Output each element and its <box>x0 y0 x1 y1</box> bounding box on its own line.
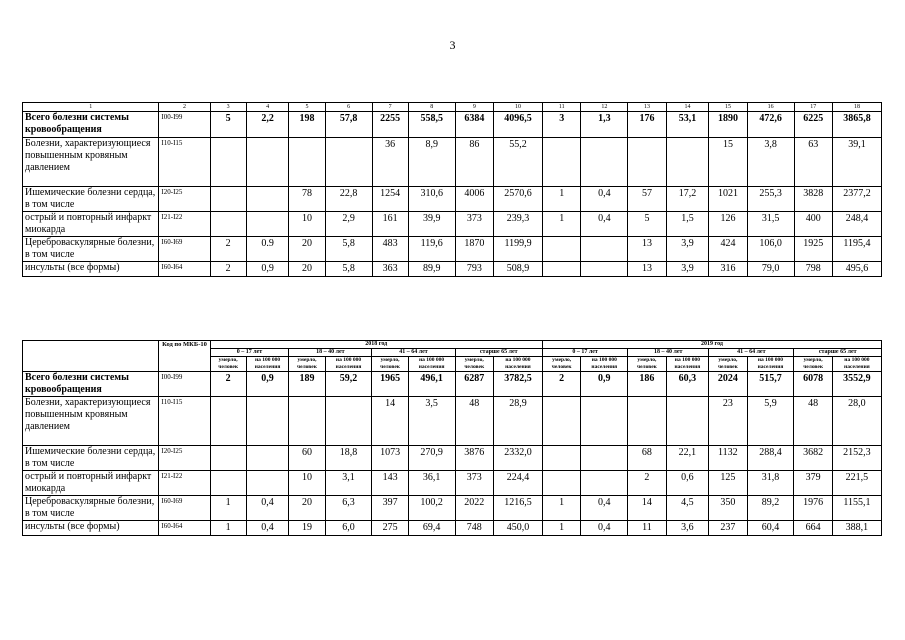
table-cell: 68 <box>628 446 666 471</box>
table-row <box>23 112 882 138</box>
table-cell: 400 <box>794 212 832 237</box>
table-cell: 237 <box>709 521 747 536</box>
sub-header: на 100 000 населения <box>246 357 289 372</box>
column-number: 12 <box>581 103 628 112</box>
table-cell <box>666 138 709 187</box>
table-cell: 1965 <box>372 372 408 397</box>
table-cell: 1890 <box>709 112 747 138</box>
table-cell: 28,0 <box>832 397 881 446</box>
row-label: острый и повторный инфаркт миокарда <box>23 212 159 237</box>
table-cell: 239,3 <box>494 212 543 237</box>
row-label: Болезни, характеризующиеся повышенным кровяным давлением <box>23 397 159 446</box>
table-cell: 3,9 <box>666 262 709 277</box>
icd-code: I60-I69 <box>159 237 210 262</box>
table-cell: 2332,0 <box>493 446 542 471</box>
table-cell: 0,9 <box>246 262 289 277</box>
table-row <box>23 471 882 496</box>
table-cell <box>542 397 580 446</box>
table-cell: 39,1 <box>832 138 881 187</box>
table-cell: 3782,5 <box>493 372 542 397</box>
sub-header: на 100 000 населения <box>325 357 372 372</box>
table-cell: 28,9 <box>493 397 542 446</box>
table-cell: 275 <box>372 521 408 536</box>
table-cell: 19 <box>289 521 325 536</box>
table-cell: 119,6 <box>408 237 455 262</box>
table-cell: 39,9 <box>408 212 455 237</box>
table-cell <box>581 471 628 496</box>
table-cell <box>246 187 289 212</box>
table-cell: 189 <box>289 372 325 397</box>
column-number: 18 <box>832 103 881 112</box>
table-cell <box>246 212 289 237</box>
table-cell: 2,9 <box>325 212 372 237</box>
table-cell: 100,2 <box>408 496 455 521</box>
sub-header: умерло, человек <box>794 357 832 372</box>
table-cell: 664 <box>794 521 832 536</box>
row-label: Всего болезни системы кровообращения <box>23 372 159 397</box>
icd-code: I60-I69 <box>159 496 210 521</box>
column-number: 14 <box>666 103 709 112</box>
table-cell <box>543 262 581 277</box>
table-cell: 363 <box>372 262 408 277</box>
table-cell: 143 <box>372 471 408 496</box>
table-cell <box>210 397 246 446</box>
table-cell: 6,0 <box>325 521 372 536</box>
table-cell: 89,2 <box>747 496 794 521</box>
table-cell: 1199,9 <box>494 237 543 262</box>
table-cell: 1195,4 <box>832 237 881 262</box>
icd-code: I00-I99 <box>159 112 210 138</box>
table-cell: 316 <box>709 262 747 277</box>
row-label: Болезни, характеризующиеся повышенным кровяным давлением <box>23 138 159 187</box>
column-number: 2 <box>159 103 210 112</box>
row-label: Ишемические болезни сердца, в том числе <box>23 187 159 212</box>
table-cell: 125 <box>709 471 747 496</box>
table-cell: 3,8 <box>747 138 794 187</box>
table-row <box>23 138 882 187</box>
column-number: 4 <box>246 103 289 112</box>
table-cell: 3,1 <box>325 471 372 496</box>
table-cell: 310,6 <box>408 187 455 212</box>
table-cell <box>246 446 289 471</box>
age-group-header: 0 – 17 лет <box>210 349 289 357</box>
code-header: Код по МКБ-10 <box>159 341 210 372</box>
table-cell: 60,3 <box>666 372 709 397</box>
table-cell: 0,4 <box>246 496 289 521</box>
sub-header: на 100 000 населения <box>581 357 628 372</box>
table-cell: 1925 <box>794 237 832 262</box>
table-cell: 0,4 <box>246 521 289 536</box>
table-cell: 2 <box>210 237 246 262</box>
column-number: 3 <box>210 103 246 112</box>
table-cell: 472,6 <box>747 112 794 138</box>
table-cell: 2 <box>542 372 580 397</box>
table-cell: 1,5 <box>666 212 709 237</box>
table-cell: 13 <box>628 262 666 277</box>
table-cell: 0,9 <box>581 372 628 397</box>
table-cell <box>210 187 246 212</box>
table-cell: 495,6 <box>832 262 881 277</box>
table-cell <box>246 397 289 446</box>
table-cell: 793 <box>455 262 493 277</box>
table-cell: 2 <box>210 372 246 397</box>
page-number: 3 <box>449 38 456 52</box>
table-cell: 176 <box>628 112 666 138</box>
table-cell: 2570,6 <box>494 187 543 212</box>
sub-header: на 100 000 населения <box>666 357 709 372</box>
sub-header: умерло, человек <box>709 357 747 372</box>
table-cell: 373 <box>455 471 493 496</box>
table-cell <box>325 397 372 446</box>
column-number: 13 <box>628 103 666 112</box>
table-cell: 496,1 <box>408 372 455 397</box>
table-cell: 186 <box>628 372 666 397</box>
column-number: 8 <box>408 103 455 112</box>
table-cell: 6384 <box>455 112 493 138</box>
table-cell: 0,9 <box>246 372 289 397</box>
table-cell: 20 <box>289 262 325 277</box>
year-header: 2019 год <box>542 341 881 349</box>
sub-header: на 100 000 населения <box>408 357 455 372</box>
age-group-header: 18 – 40 лет <box>628 349 709 357</box>
table-cell: 4096,5 <box>494 112 543 138</box>
table-cell: 3,9 <box>666 237 709 262</box>
sub-header: на 100 000 населения <box>832 357 881 372</box>
table-cell: 22,1 <box>666 446 709 471</box>
table-cell: 48 <box>455 397 493 446</box>
table-cell: 221,5 <box>832 471 881 496</box>
icd-code: I00-I99 <box>159 372 210 397</box>
table-cell: 3682 <box>794 446 832 471</box>
table-cell: 1 <box>543 187 581 212</box>
table-row <box>23 372 882 397</box>
icd-code: I60-I64 <box>159 521 210 536</box>
table-cell: 2,2 <box>246 112 289 138</box>
column-number-row <box>23 103 882 112</box>
table-cell: 373 <box>455 212 493 237</box>
table-cell: 89,9 <box>408 262 455 277</box>
table-cell: 14 <box>628 496 666 521</box>
table-cell: 270,9 <box>408 446 455 471</box>
age-group-header: 41 – 64 лет <box>709 349 794 357</box>
table-cell <box>543 138 581 187</box>
table-cell: 1155,1 <box>832 496 881 521</box>
table-cell: 60,4 <box>747 521 794 536</box>
row-label: Цереброваскулярные болезни, в том числе <box>23 237 159 262</box>
table-cell: 0.9 <box>246 237 289 262</box>
table-cell: 6287 <box>455 372 493 397</box>
table-cell <box>581 262 628 277</box>
table-cell: 4006 <box>455 187 493 212</box>
table-row <box>23 521 882 536</box>
mortality-table-2 <box>22 340 882 536</box>
row-label: Ишемические болезни сердца, в том числе <box>23 446 159 471</box>
table-cell: 6,3 <box>325 496 372 521</box>
table-cell: 0,6 <box>666 471 709 496</box>
table-cell: 3552,9 <box>832 372 881 397</box>
table-cell: 1073 <box>372 446 408 471</box>
table-cell: 2255 <box>372 112 408 138</box>
table-cell: 248,4 <box>832 212 881 237</box>
table-cell: 60 <box>289 446 325 471</box>
icd-code: I10-I15 <box>159 397 210 446</box>
mortality-table-1 <box>22 102 882 277</box>
year-header: 2018 год <box>210 341 542 349</box>
column-number: 11 <box>543 103 581 112</box>
table-cell: 2024 <box>709 372 747 397</box>
column-number: 7 <box>372 103 408 112</box>
table-cell <box>581 138 628 187</box>
sub-header: на 100 000 населения <box>493 357 542 372</box>
table-cell: 126 <box>709 212 747 237</box>
row-label: Всего болезни системы кровообращения <box>23 112 159 138</box>
header-blank <box>23 341 159 372</box>
table-cell <box>581 397 628 446</box>
table-cell <box>666 397 709 446</box>
table-cell <box>628 138 666 187</box>
row-label: инсульты (все формы) <box>23 521 159 536</box>
table-cell: 3,5 <box>408 397 455 446</box>
table-cell: 31,8 <box>747 471 794 496</box>
table-cell: 1,3 <box>581 112 628 138</box>
sub-header: умерло, человек <box>289 357 325 372</box>
table-cell: 2152,3 <box>832 446 881 471</box>
table-cell <box>289 397 325 446</box>
table-cell <box>246 138 289 187</box>
table-cell <box>542 446 580 471</box>
table-cell: 379 <box>794 471 832 496</box>
table-cell: 2 <box>628 471 666 496</box>
table-cell: 5 <box>210 112 246 138</box>
row-label: инсульты (все формы) <box>23 262 159 277</box>
table-cell: 69,4 <box>408 521 455 536</box>
table-cell: 2022 <box>455 496 493 521</box>
table-cell: 508,9 <box>494 262 543 277</box>
table-cell: 36 <box>372 138 408 187</box>
table-cell: 161 <box>372 212 408 237</box>
table-cell: 0,4 <box>581 521 628 536</box>
table-cell: 198 <box>289 112 325 138</box>
column-number: 17 <box>794 103 832 112</box>
table-cell: 1 <box>543 212 581 237</box>
table-cell: 14 <box>372 397 408 446</box>
table-cell <box>246 471 289 496</box>
table-cell: 36,1 <box>408 471 455 496</box>
table-cell: 17,2 <box>666 187 709 212</box>
table-cell: 6225 <box>794 112 832 138</box>
table-cell: 424 <box>709 237 747 262</box>
icd-code: I21-I22 <box>159 212 210 237</box>
table-cell <box>210 446 246 471</box>
table-cell: 57,8 <box>325 112 372 138</box>
table-cell: 1 <box>210 496 246 521</box>
table-cell: 515,7 <box>747 372 794 397</box>
age-group-header: старше 65 лет <box>794 349 882 357</box>
table-cell: 10 <box>289 471 325 496</box>
table-cell: 6078 <box>794 372 832 397</box>
column-number: 16 <box>747 103 794 112</box>
age-group-header: старше 65 лет <box>455 349 542 357</box>
column-number: 5 <box>289 103 325 112</box>
table-row <box>23 237 882 262</box>
table-cell: 22,8 <box>325 187 372 212</box>
age-group-header: 0 – 17 лет <box>542 349 627 357</box>
table-cell: 1 <box>542 521 580 536</box>
age-group-header: 41 – 64 лет <box>372 349 455 357</box>
row-label: Цереброваскулярные болезни, в том числе <box>23 496 159 521</box>
table-cell: 59,2 <box>325 372 372 397</box>
table-cell: 57 <box>628 187 666 212</box>
table-cell: 0,4 <box>581 496 628 521</box>
table-cell: 1021 <box>709 187 747 212</box>
table-cell: 5,8 <box>325 262 372 277</box>
icd-code: I20-I25 <box>159 446 210 471</box>
table-cell: 2 <box>210 262 246 277</box>
table-cell: 79,0 <box>747 262 794 277</box>
table-cell <box>543 237 581 262</box>
table-cell: 1132 <box>709 446 747 471</box>
table-cell: 2377,2 <box>832 187 881 212</box>
icd-code: I60-I64 <box>159 262 210 277</box>
table-cell: 1976 <box>794 496 832 521</box>
table-row <box>23 397 882 446</box>
table-cell: 0,4 <box>581 212 628 237</box>
age-group-header: 18 – 40 лет <box>289 349 372 357</box>
icd-code: I20-I25 <box>159 187 210 212</box>
sub-header: умерло, человек <box>542 357 580 372</box>
table-cell: 8,9 <box>408 138 455 187</box>
column-number: 1 <box>23 103 159 112</box>
table-cell: 55,2 <box>494 138 543 187</box>
table-cell <box>628 397 666 446</box>
table-cell: 483 <box>372 237 408 262</box>
table-cell: 31,5 <box>747 212 794 237</box>
table-cell <box>210 138 246 187</box>
column-number: 9 <box>455 103 493 112</box>
table-cell: 18,8 <box>325 446 372 471</box>
sub-header: умерло, человек <box>210 357 246 372</box>
table-cell: 558,5 <box>408 112 455 138</box>
sub-header: умерло, человек <box>455 357 493 372</box>
table-cell <box>289 138 325 187</box>
table-row <box>23 496 882 521</box>
table-cell: 288,4 <box>747 446 794 471</box>
table-cell <box>325 138 372 187</box>
table-cell: 53,1 <box>666 112 709 138</box>
column-number: 10 <box>494 103 543 112</box>
sub-header: умерло, человек <box>628 357 666 372</box>
table-row <box>23 187 882 212</box>
table-cell: 397 <box>372 496 408 521</box>
column-number: 15 <box>709 103 747 112</box>
column-number: 6 <box>325 103 372 112</box>
table-cell: 20 <box>289 496 325 521</box>
table-cell: 798 <box>794 262 832 277</box>
table-row <box>23 212 882 237</box>
table-cell: 224,4 <box>493 471 542 496</box>
table-cell: 78 <box>289 187 325 212</box>
table-cell: 11 <box>628 521 666 536</box>
table-cell: 13 <box>628 237 666 262</box>
table-cell: 20 <box>289 237 325 262</box>
sub-header: умерло, человек <box>372 357 408 372</box>
table-cell: 23 <box>709 397 747 446</box>
table-cell: 3828 <box>794 187 832 212</box>
table-cell: 5 <box>628 212 666 237</box>
table-cell: 106,0 <box>747 237 794 262</box>
table-cell <box>581 237 628 262</box>
table-cell: 450,0 <box>493 521 542 536</box>
table-cell: 3876 <box>455 446 493 471</box>
table-cell <box>581 446 628 471</box>
table-cell: 63 <box>794 138 832 187</box>
table-cell: 3865,8 <box>832 112 881 138</box>
header-row-years <box>23 341 882 349</box>
table-cell <box>210 471 246 496</box>
table-row <box>23 446 882 471</box>
table-cell: 3,6 <box>666 521 709 536</box>
icd-code: I10-I15 <box>159 138 210 187</box>
table-cell: 350 <box>709 496 747 521</box>
table-cell: 10 <box>289 212 325 237</box>
table-cell: 48 <box>794 397 832 446</box>
table-cell: 1216,5 <box>493 496 542 521</box>
table-cell: 1 <box>542 496 580 521</box>
table-cell: 0,4 <box>581 187 628 212</box>
row-label: острый и повторный инфаркт миокарда <box>23 471 159 496</box>
table-cell: 1254 <box>372 187 408 212</box>
table-cell <box>210 212 246 237</box>
table-cell: 15 <box>709 138 747 187</box>
table-cell: 5,8 <box>325 237 372 262</box>
table-cell: 3 <box>543 112 581 138</box>
table-cell: 5,9 <box>747 397 794 446</box>
table-cell: 4,5 <box>666 496 709 521</box>
icd-code: I21-I22 <box>159 471 210 496</box>
table-cell: 1870 <box>455 237 493 262</box>
table-cell: 388,1 <box>832 521 881 536</box>
sub-header: на 100 000 населения <box>747 357 794 372</box>
table-row <box>23 262 882 277</box>
table-cell: 86 <box>455 138 493 187</box>
table-cell <box>542 471 580 496</box>
table-cell: 255,3 <box>747 187 794 212</box>
table-cell: 748 <box>455 521 493 536</box>
table-cell: 1 <box>210 521 246 536</box>
